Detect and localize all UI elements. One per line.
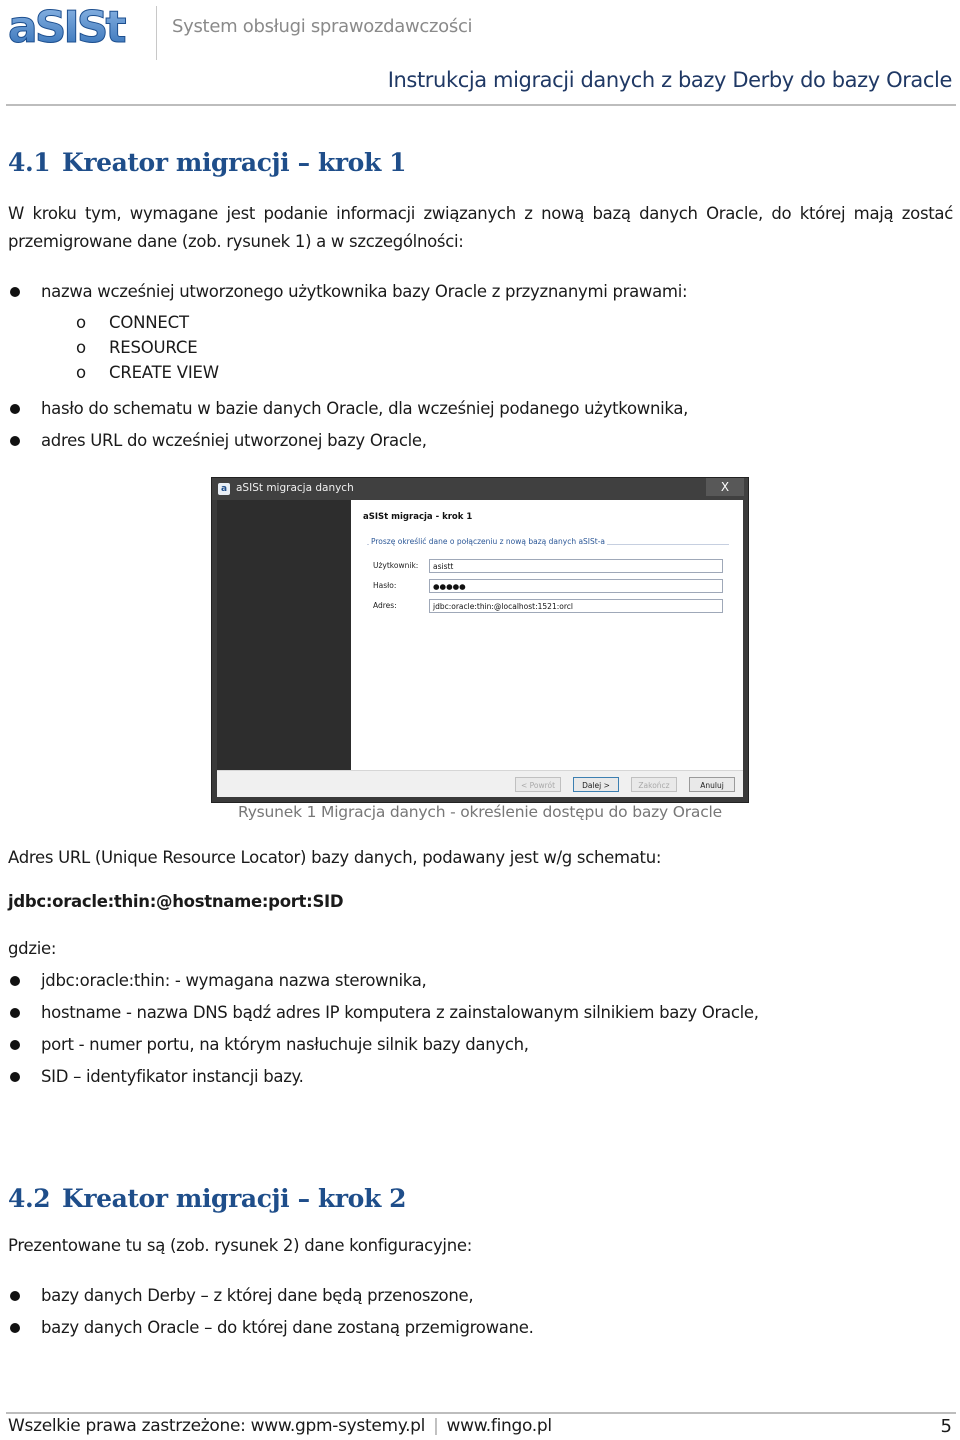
password-field[interactable]: ●●●●● [429, 579, 723, 593]
dialog-titlebar [212, 478, 748, 500]
list-item: o CONNECT [8, 310, 219, 335]
dialog-footer [217, 770, 743, 797]
footer-separator: | [433, 1416, 439, 1436]
bullet-icon [10, 1291, 20, 1301]
bullet-icon [10, 404, 20, 414]
document-subtitle: Instrukcja migracji danych z bazy Derby do bazy Oracle [387, 68, 952, 92]
address-label: Adres: [373, 601, 397, 610]
url-schema: jdbc:oracle:thin:@hostname:port:SID [8, 892, 344, 911]
list-item: hasło do schematu w bazie danych Oracle, dla wcześniej podanego użytkownika, [8, 393, 953, 425]
asist-logo [8, 4, 148, 46]
group-legend: Proszę określić dane o połączeniu z nową bazą danych aSISt-a [371, 537, 606, 546]
list-item: o CREATE VIEW [8, 360, 219, 385]
page-number: 5 [940, 1416, 952, 1437]
cancel-button[interactable]: Anuluj [689, 777, 735, 792]
bullet-icon [10, 1323, 20, 1333]
requirements-list [8, 276, 953, 308]
list-item: port - numer portu, na którym nasłuchuje silnik bazy danych, [8, 1029, 953, 1061]
privileges-list [8, 310, 219, 385]
circle-bullet-icon: o [76, 313, 86, 332]
list-item: bazy danych Oracle – do której dane zostaną przemigrowane. [8, 1312, 953, 1344]
section-heading-4-1 [8, 148, 406, 177]
password-row [373, 579, 727, 594]
section2-intro: Prezentowane tu są (zob. rysunek 2) dane konfiguracyjne: [8, 1236, 472, 1255]
footer-site: www.fingo.pl [446, 1416, 552, 1436]
where-label: gdzie: [8, 939, 57, 958]
connection-group [367, 537, 729, 615]
section-number: 4.1 [8, 148, 51, 177]
section-title: Kreator migracji – krok 2 [62, 1184, 407, 1213]
bullet-icon [10, 436, 20, 446]
system-name: System obsługi sprawozdawczości [172, 16, 473, 37]
address-field[interactable]: jdbc:oracle:thin:@localhost:1521:orcl [429, 599, 723, 613]
address-row [373, 599, 727, 614]
section-number: 4.2 [8, 1184, 51, 1213]
app-icon: a [218, 483, 230, 495]
next-button[interactable]: Dalej > [573, 777, 619, 792]
list-item: hostname - nazwa DNS bądź adres IP komputera z zainstalowanym silnikiem bazy Oracle, [8, 997, 953, 1029]
logo-wordmark: aSISt [8, 4, 124, 46]
user-row [373, 559, 727, 574]
list-item: adres URL do wcześniej utworzonej bazy Oracle, [8, 425, 953, 457]
dialog-title: aSISt migracja danych [236, 482, 354, 494]
bullet-icon [10, 1008, 20, 1018]
section-title: Kreator migracji – krok 1 [62, 148, 407, 177]
bullet-icon [10, 976, 20, 986]
circle-bullet-icon: o [76, 363, 86, 382]
list-item: jdbc:oracle:thin: - wymagana nazwa sterownika, [8, 965, 953, 997]
bullet-icon [10, 1072, 20, 1082]
back-button[interactable]: < Powrót [515, 777, 561, 792]
list-item: SID – identyfikator instancji bazy. [8, 1061, 953, 1093]
list-item: bazy danych Derby – z której dane będą przenoszone, [8, 1280, 953, 1312]
figure-caption: Rysunek 1 Migracja danych - określenie dostępu do bazy Oracle [237, 803, 722, 821]
footer-rights: Wszelkie prawa zastrzeżone: www.gpm-systemy.pl [8, 1416, 426, 1436]
url-intro: Adres URL (Unique Resource Locator) bazy danych, podawany jest w/g schematu: [8, 848, 662, 867]
dialog-step-heading: aSISt migracja - krok 1 [363, 512, 473, 522]
url-parts-list [8, 965, 953, 1093]
dialog-body [217, 500, 743, 796]
config-list [8, 1280, 953, 1344]
finish-button[interactable]: Zakończ [631, 777, 677, 792]
footer-rule [6, 1412, 956, 1414]
list-item: nazwa wcześniej utworzonego użytkownika bazy Oracle z przyznanymi prawami: [8, 276, 953, 308]
section1-intro: W kroku tym, wymagane jest podanie informacji związanych z nową bazą danych Oracle, do której mają zostać przemigrowane dane (zob. rysunek 1) a w szczególności: [8, 204, 953, 251]
bullet-icon [10, 287, 20, 297]
header-rule [6, 104, 956, 106]
user-label: Użytkownik: [373, 561, 419, 570]
user-field[interactable]: asistt [429, 559, 723, 573]
migration-dialog-screenshot [212, 478, 748, 802]
header-divider [156, 6, 157, 60]
password-label: Hasło: [373, 581, 397, 590]
circle-bullet-icon: o [76, 338, 86, 357]
close-button[interactable]: X [706, 478, 744, 496]
requirements-list-continued [8, 393, 953, 457]
dialog-side-panel [217, 500, 351, 770]
section-heading-4-2 [8, 1184, 406, 1213]
bullet-icon [10, 1040, 20, 1050]
list-item: o RESOURCE [8, 335, 219, 360]
footer-text [8, 1416, 552, 1436]
